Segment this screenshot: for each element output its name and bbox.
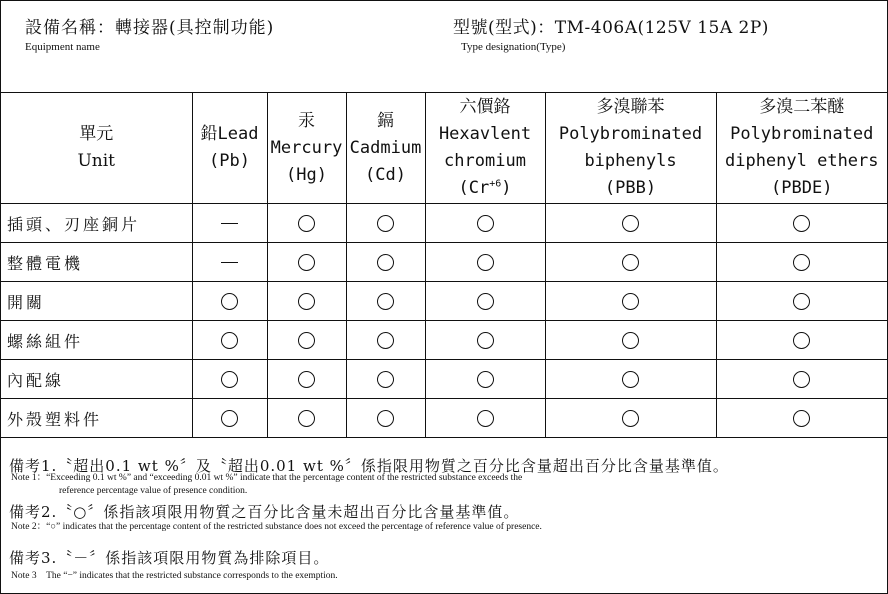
- circle-mark: [477, 332, 494, 349]
- substance-mark-cell: [425, 282, 545, 321]
- substance-mark-cell: [267, 399, 346, 438]
- part-name-cell: 整體電機: [1, 243, 192, 282]
- circle-mark: [622, 254, 639, 271]
- formula-end: ): [501, 178, 512, 198]
- circle-mark: [298, 410, 315, 427]
- table-row: [1, 204, 887, 243]
- table-header-row: [1, 93, 887, 204]
- header-line: (PBB): [604, 178, 657, 198]
- header-line: (Pb): [209, 151, 250, 171]
- circle-mark: [622, 332, 639, 349]
- part-name-cell: 插頭、刃座銅片: [1, 204, 192, 243]
- substance-mark-cell: [346, 360, 425, 399]
- circle-mark: [221, 332, 238, 349]
- substance-mark-cell: [192, 204, 267, 243]
- column-header-pbb: [545, 93, 716, 204]
- substance-mark-cell: [192, 282, 267, 321]
- substance-mark-cell: [716, 360, 887, 399]
- note-1-en: Note 1：“Exceeding 0.1 wt %” and “exceeding 0.01 wt %” indicate that the percentage content of the restricted substance exceeds the: [11, 473, 523, 483]
- header-line: biphenyls: [584, 151, 677, 171]
- circle-mark: [221, 293, 238, 310]
- circle-mark: [477, 215, 494, 232]
- circle-mark: [377, 215, 394, 232]
- part-name-cell: 開關: [1, 282, 192, 321]
- header-line: 六價鉻: [459, 97, 511, 117]
- substance-mark-cell: [425, 321, 545, 360]
- substance-mark-cell: [716, 399, 887, 438]
- substance-mark-cell: [267, 243, 346, 282]
- circle-mark: [477, 410, 494, 427]
- formula-superscript: +6: [489, 178, 502, 190]
- part-name-cell: 外殼塑料件: [1, 399, 192, 438]
- circle-mark: [298, 332, 315, 349]
- substance-mark-cell: [192, 321, 267, 360]
- header-line: Cadmium: [349, 137, 422, 158]
- substance-mark-cell: [716, 321, 887, 360]
- circle-mark: [377, 332, 394, 349]
- header-line: chromium: [444, 151, 526, 171]
- substance-mark-cell: [545, 204, 716, 243]
- header-line: (Hg): [286, 164, 327, 185]
- table-row: [1, 360, 887, 399]
- dash-mark: [221, 223, 238, 224]
- chromium-formula: [426, 175, 545, 202]
- circle-mark: [793, 410, 810, 427]
- substance-mark-cell: [346, 321, 425, 360]
- header-line: (PBDE): [771, 178, 833, 198]
- circle-mark: [221, 410, 238, 427]
- substance-mark-cell: [192, 243, 267, 282]
- substance-mark-cell: [346, 204, 425, 243]
- substance-mark-cell: [545, 360, 716, 399]
- circle-mark: [622, 293, 639, 310]
- substance-mark-cell: [425, 399, 545, 438]
- note-3-en: Note 3 The “−” indicates that the restricted substance corresponds to the exemption.: [11, 571, 338, 581]
- circle-mark: [793, 215, 810, 232]
- table-row: [1, 399, 887, 438]
- dash-mark: [221, 262, 238, 263]
- substance-mark-cell: [267, 321, 346, 360]
- substance-mark-cell: [267, 282, 346, 321]
- table-row: [1, 243, 887, 282]
- equipment-name-zh: 設備名稱：轉接器(具控制功能): [25, 18, 275, 38]
- header-line: 鉛Lead: [200, 124, 259, 144]
- circle-mark: [298, 215, 315, 232]
- circle-mark: [793, 293, 810, 310]
- header-line: (Cd): [365, 164, 406, 185]
- substance-mark-cell: [425, 360, 545, 399]
- header-line: 多溴聯苯: [596, 97, 665, 117]
- circle-mark: [377, 254, 394, 271]
- circle-mark: [298, 254, 315, 271]
- type-designation-en: Type designation(Type): [461, 41, 566, 53]
- substance-mark-cell: [425, 243, 545, 282]
- substance-mark-cell: [716, 282, 887, 321]
- substance-mark-cell: [545, 399, 716, 438]
- header-line: Mercury: [270, 137, 343, 158]
- header-line: Polybrominated: [730, 124, 874, 144]
- substance-mark-cell: [346, 399, 425, 438]
- header-line: diphenyl ethers: [724, 151, 879, 171]
- unit-header-en: Unit: [77, 151, 116, 171]
- substance-mark-cell: [716, 243, 887, 282]
- circle-mark: [477, 293, 494, 310]
- type-designation-zh: 型號(型式)：TM-406A(125V 15A 2P): [453, 18, 769, 38]
- substance-mark-cell: [716, 204, 887, 243]
- substance-table: [1, 93, 887, 438]
- circle-mark: [622, 215, 639, 232]
- substance-mark-cell: [425, 204, 545, 243]
- substance-mark-cell: [192, 399, 267, 438]
- column-header-pbde: [716, 93, 887, 204]
- table-row: [1, 321, 887, 360]
- substance-mark-cell: [545, 243, 716, 282]
- header-line: Hexavlent: [438, 124, 532, 144]
- header-section: [1, 1, 887, 93]
- note-3-zh: 備考3.〝－〞係指該項限用物質為排除項目。: [9, 549, 330, 567]
- header-line: 多溴二苯醚: [759, 97, 845, 117]
- note-2-zh: 備考2.〝○〞係指該項限用物質之百分比含量未超出百分比含量基準值。: [9, 503, 520, 521]
- circle-mark: [377, 371, 394, 388]
- header-line: Polybrominated: [558, 124, 703, 144]
- column-header-lead: [192, 93, 267, 204]
- circle-mark: [793, 254, 810, 271]
- substance-mark-cell: [267, 360, 346, 399]
- circle-mark: [377, 410, 394, 427]
- substance-mark-cell: [346, 282, 425, 321]
- part-name-cell: 內配線: [1, 360, 192, 399]
- table-row: [1, 282, 887, 321]
- circle-mark: [377, 293, 394, 310]
- substance-mark-cell: [267, 204, 346, 243]
- circle-mark: [298, 371, 315, 388]
- note-1-en-continued: reference percentage value of presence condition.: [59, 486, 248, 496]
- column-header-hexavalent-chromium: [425, 93, 545, 204]
- circle-mark: [221, 371, 238, 388]
- note-1-zh: 備考1.〝超出0.1 wt %〞及〝超出0.01 wt %〞係指限用物質之百分比含量超出百分比含量基準值。: [9, 457, 729, 475]
- unit-header-zh: 單元: [79, 124, 114, 144]
- formula-base: (Cr: [458, 178, 490, 198]
- circle-mark: [477, 371, 494, 388]
- header-line: 鎘: [377, 110, 394, 131]
- circle-mark: [477, 254, 494, 271]
- circle-mark: [622, 410, 639, 427]
- substance-mark-cell: [545, 282, 716, 321]
- equipment-name-en: Equipment name: [25, 41, 100, 53]
- circle-mark: [622, 371, 639, 388]
- substance-mark-cell: [545, 321, 716, 360]
- unit-header: [1, 93, 192, 204]
- column-header-cadmium: [346, 93, 425, 204]
- circle-mark: [298, 293, 315, 310]
- note-2-en: Note 2：“○” indicates that the percentage content of the restricted substance does not exceed the percentage of reference value of presence.: [11, 522, 542, 532]
- circle-mark: [793, 371, 810, 388]
- column-header-mercury: [267, 93, 346, 204]
- substance-mark-cell: [346, 243, 425, 282]
- substance-mark-cell: [192, 360, 267, 399]
- header-line: 汞: [298, 110, 315, 131]
- part-name-cell: 螺絲組件: [1, 321, 192, 360]
- circle-mark: [793, 332, 810, 349]
